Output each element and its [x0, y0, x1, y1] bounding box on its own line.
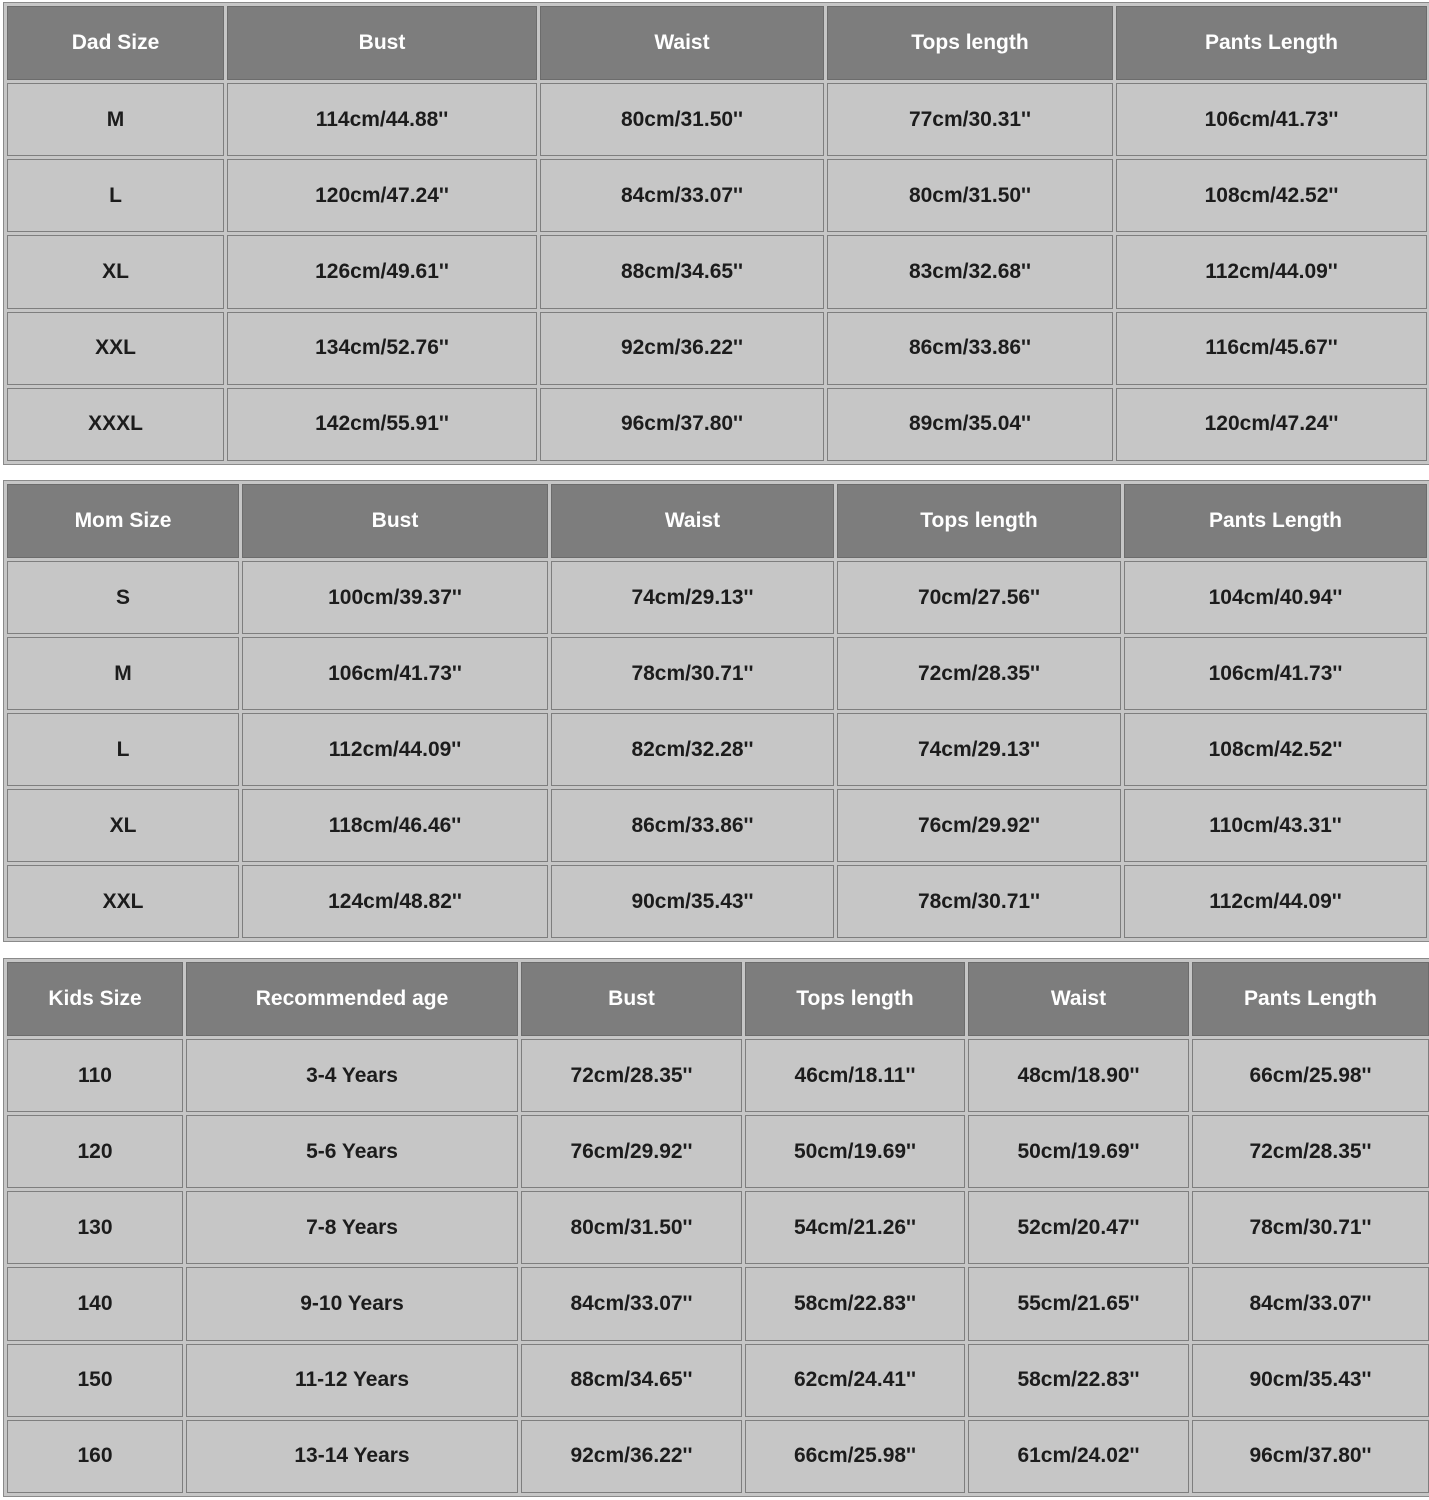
size-cell: M — [7, 637, 239, 710]
table-row — [7, 561, 1427, 634]
bust-cell: 124cm/48.82'' — [242, 865, 548, 938]
waist-cell: 61cm/24.02'' — [968, 1420, 1189, 1493]
table-row — [7, 159, 1427, 232]
mom-header-bust: Bust — [242, 484, 548, 558]
bust-cell: 76cm/29.92'' — [521, 1115, 742, 1188]
pants-length-cell: 112cm/44.09'' — [1124, 865, 1427, 938]
pants-length-cell: 110cm/43.31'' — [1124, 789, 1427, 862]
table-row — [7, 1344, 1429, 1417]
dad-header-tops-length: Tops length — [827, 6, 1113, 80]
mom-header-row — [7, 484, 1427, 558]
pants-length-cell: 116cm/45.67'' — [1116, 312, 1427, 385]
size-cell: 130 — [7, 1191, 183, 1264]
size-cell: 110 — [7, 1039, 183, 1112]
pants-length-cell: 66cm/25.98'' — [1192, 1039, 1429, 1112]
table-row — [7, 1115, 1429, 1188]
kids-header-pants-length: Pants Length — [1192, 962, 1429, 1036]
size-cell: XXL — [7, 312, 224, 385]
waist-cell: 74cm/29.13'' — [551, 561, 834, 634]
dad-header-pants-length: Pants Length — [1116, 6, 1427, 80]
table-row — [7, 1039, 1429, 1112]
mom-header-pants-length: Pants Length — [1124, 484, 1427, 558]
tops-length-cell: 62cm/24.41'' — [745, 1344, 965, 1417]
tops-length-cell: 83cm/32.68'' — [827, 235, 1113, 308]
pants-length-cell: 72cm/28.35'' — [1192, 1115, 1429, 1188]
tops-length-cell: 58cm/22.83'' — [745, 1267, 965, 1340]
pants-length-cell: 108cm/42.52'' — [1124, 713, 1427, 786]
dad-size-table — [3, 2, 1429, 465]
bust-cell: 114cm/44.88'' — [227, 83, 537, 156]
size-cell: S — [7, 561, 239, 634]
kids-header-recommended-age: Recommended age — [186, 962, 518, 1036]
bust-cell: 80cm/31.50'' — [521, 1191, 742, 1264]
bust-cell: 112cm/44.09'' — [242, 713, 548, 786]
waist-cell: 55cm/21.65'' — [968, 1267, 1189, 1340]
tops-length-cell: 46cm/18.11'' — [745, 1039, 965, 1112]
pants-length-cell: 96cm/37.80'' — [1192, 1420, 1429, 1493]
bust-cell: 72cm/28.35'' — [521, 1039, 742, 1112]
bust-cell: 120cm/47.24'' — [227, 159, 537, 232]
waist-cell: 50cm/19.69'' — [968, 1115, 1189, 1188]
waist-cell: 96cm/37.80'' — [540, 388, 824, 461]
waist-cell: 82cm/32.28'' — [551, 713, 834, 786]
kids-header-waist: Waist — [968, 962, 1189, 1036]
pants-length-cell: 106cm/41.73'' — [1124, 637, 1427, 710]
size-cell: 120 — [7, 1115, 183, 1188]
table-row — [7, 83, 1427, 156]
mom-size-table — [3, 480, 1429, 942]
size-cell: L — [7, 159, 224, 232]
table-row — [7, 637, 1427, 710]
age-cell: 5-6 Years — [186, 1115, 518, 1188]
bust-cell: 92cm/36.22'' — [521, 1420, 742, 1493]
tops-length-cell: 78cm/30.71'' — [837, 865, 1121, 938]
bust-cell: 142cm/55.91'' — [227, 388, 537, 461]
dad-header-bust: Bust — [227, 6, 537, 80]
size-cell: XL — [7, 235, 224, 308]
tops-length-cell: 80cm/31.50'' — [827, 159, 1113, 232]
age-cell: 3-4 Years — [186, 1039, 518, 1112]
pants-length-cell: 90cm/35.43'' — [1192, 1344, 1429, 1417]
tops-length-cell: 72cm/28.35'' — [837, 637, 1121, 710]
pants-length-cell: 78cm/30.71'' — [1192, 1191, 1429, 1264]
dad-header-waist: Waist — [540, 6, 824, 80]
bust-cell: 88cm/34.65'' — [521, 1344, 742, 1417]
waist-cell: 86cm/33.86'' — [551, 789, 834, 862]
tops-length-cell: 86cm/33.86'' — [827, 312, 1113, 385]
pants-length-cell: 106cm/41.73'' — [1116, 83, 1427, 156]
tops-length-cell: 70cm/27.56'' — [837, 561, 1121, 634]
kids-header-size: Kids Size — [7, 962, 183, 1036]
bust-cell: 106cm/41.73'' — [242, 637, 548, 710]
waist-cell: 78cm/30.71'' — [551, 637, 834, 710]
mom-header-size: Mom Size — [7, 484, 239, 558]
waist-cell: 52cm/20.47'' — [968, 1191, 1189, 1264]
tops-length-cell: 89cm/35.04'' — [827, 388, 1113, 461]
size-cell: 140 — [7, 1267, 183, 1340]
bust-cell: 134cm/52.76'' — [227, 312, 537, 385]
tops-length-cell: 50cm/19.69'' — [745, 1115, 965, 1188]
waist-cell: 48cm/18.90'' — [968, 1039, 1189, 1112]
tops-length-cell: 76cm/29.92'' — [837, 789, 1121, 862]
kids-size-table — [3, 958, 1429, 1497]
bust-cell: 84cm/33.07'' — [521, 1267, 742, 1340]
dad-header-row — [7, 6, 1427, 80]
table-row — [7, 713, 1427, 786]
size-cell: XXXL — [7, 388, 224, 461]
age-cell: 11-12 Years — [186, 1344, 518, 1417]
kids-header-row — [7, 962, 1429, 1036]
tops-length-cell: 74cm/29.13'' — [837, 713, 1121, 786]
kids-header-bust: Bust — [521, 962, 742, 1036]
bust-cell: 100cm/39.37'' — [242, 561, 548, 634]
mom-header-tops-length: Tops length — [837, 484, 1121, 558]
age-cell: 7-8 Years — [186, 1191, 518, 1264]
table-row — [7, 1191, 1429, 1264]
waist-cell: 58cm/22.83'' — [968, 1344, 1189, 1417]
table-row — [7, 1267, 1429, 1340]
bust-cell: 118cm/46.46'' — [242, 789, 548, 862]
pants-length-cell: 108cm/42.52'' — [1116, 159, 1427, 232]
table-row — [7, 1420, 1429, 1493]
size-cell: L — [7, 713, 239, 786]
kids-header-tops-length: Tops length — [745, 962, 965, 1036]
waist-cell: 80cm/31.50'' — [540, 83, 824, 156]
table-row — [7, 235, 1427, 308]
size-cell: XL — [7, 789, 239, 862]
bust-cell: 126cm/49.61'' — [227, 235, 537, 308]
table-row — [7, 312, 1427, 385]
waist-cell: 92cm/36.22'' — [540, 312, 824, 385]
dad-header-size: Dad Size — [7, 6, 224, 80]
size-cell: M — [7, 83, 224, 156]
tops-length-cell: 77cm/30.31'' — [827, 83, 1113, 156]
table-row — [7, 865, 1427, 938]
table-row — [7, 789, 1427, 862]
mom-header-waist: Waist — [551, 484, 834, 558]
size-cell: 160 — [7, 1420, 183, 1493]
tops-length-cell: 66cm/25.98'' — [745, 1420, 965, 1493]
age-cell: 13-14 Years — [186, 1420, 518, 1493]
waist-cell: 84cm/33.07'' — [540, 159, 824, 232]
size-cell: 150 — [7, 1344, 183, 1417]
waist-cell: 90cm/35.43'' — [551, 865, 834, 938]
pants-length-cell: 120cm/47.24'' — [1116, 388, 1427, 461]
size-cell: XXL — [7, 865, 239, 938]
pants-length-cell: 112cm/44.09'' — [1116, 235, 1427, 308]
waist-cell: 88cm/34.65'' — [540, 235, 824, 308]
age-cell: 9-10 Years — [186, 1267, 518, 1340]
pants-length-cell: 84cm/33.07'' — [1192, 1267, 1429, 1340]
tops-length-cell: 54cm/21.26'' — [745, 1191, 965, 1264]
table-row — [7, 388, 1427, 461]
pants-length-cell: 104cm/40.94'' — [1124, 561, 1427, 634]
